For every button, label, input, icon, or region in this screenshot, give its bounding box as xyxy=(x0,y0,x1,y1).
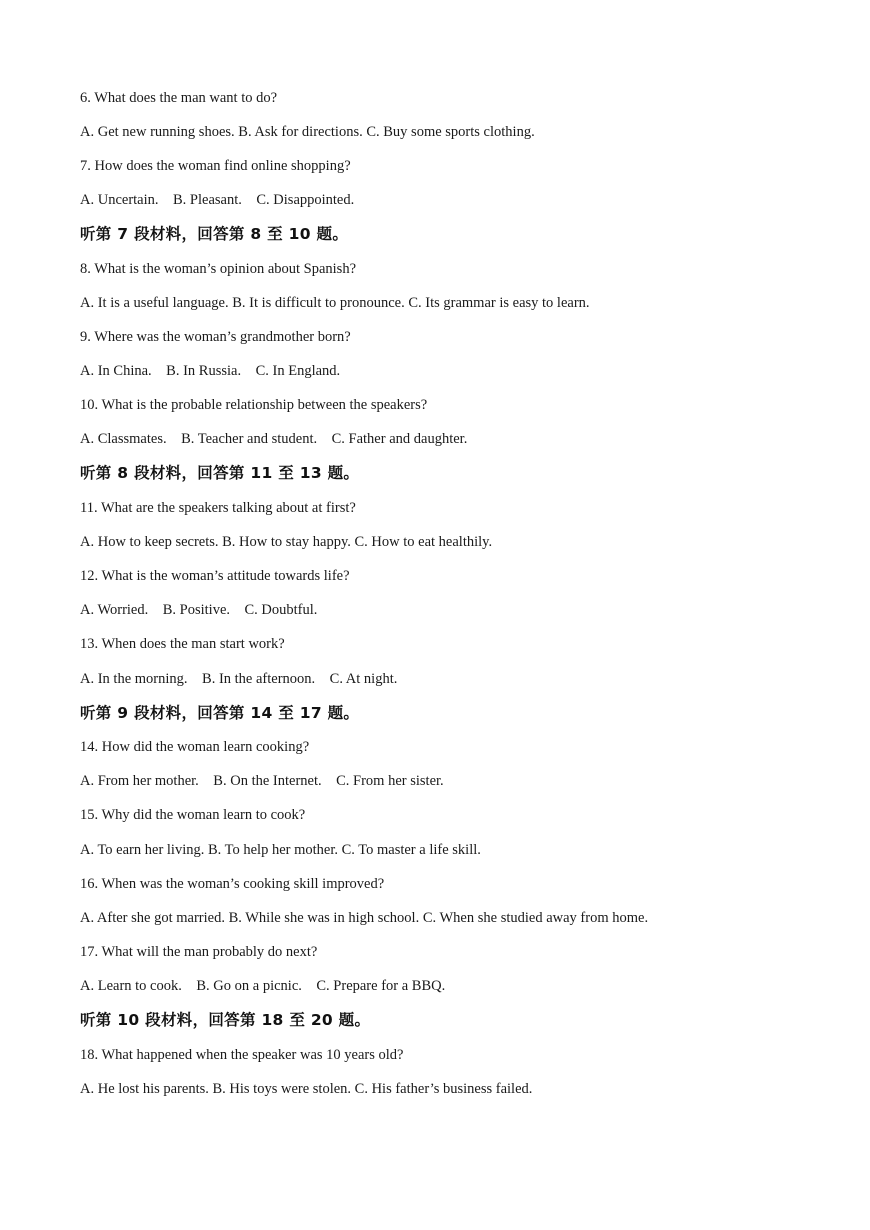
question-13: 13. When does the man start work? xyxy=(80,636,285,652)
options-6: A. Get new running shoes. B. Ask for directions. C. Buy some sports clothing. xyxy=(80,124,535,140)
question-8: 8. What is the woman’s opinion about Spanish? xyxy=(80,261,357,277)
question-6: 6. What does the man want to do? xyxy=(80,90,278,106)
options-14: A. From her mother. B. On the Internet. C. From her sister. xyxy=(80,773,444,789)
question-9: 9. Where was the woman’s grandmother born? xyxy=(80,329,351,345)
section-heading-10: 听第 10 段材料，回答第 18 至 20 题。 xyxy=(80,1011,371,1029)
options-7: A. Uncertain. B. Pleasant. C. Disappointed. xyxy=(80,192,355,208)
options-18: A. He lost his parents. B. His toys were stolen. C. His father’s business failed. xyxy=(80,1081,533,1097)
options-9: A. In China. B. In Russia. C. In England. xyxy=(80,363,341,379)
question-12: 12. What is the woman’s attitude towards life? xyxy=(80,568,350,584)
section-heading-7: 听第 7 段材料，回答第 8 至 10 题。 xyxy=(80,225,349,243)
question-11: 11. What are the speakers talking about at first? xyxy=(80,500,356,516)
question-15: 15. Why did the woman learn to cook? xyxy=(80,807,306,823)
question-14: 14. How did the woman learn cooking? xyxy=(80,739,310,755)
question-7: 7. How does the woman find online shopping? xyxy=(80,158,351,174)
options-10: A. Classmates. B. Teacher and student. C. Father and daughter. xyxy=(80,431,468,447)
options-12: A. Worried. B. Positive. C. Doubtful. xyxy=(80,602,318,618)
options-8: A. It is a useful language. B. It is difficult to pronounce. C. Its grammar is easy to learn. xyxy=(80,295,590,311)
options-16: A. After she got married. B. While she was in high school. C. When she studied away from home. xyxy=(80,910,649,926)
section-heading-8: 听第 8 段材料，回答第 11 至 13 题。 xyxy=(80,464,360,482)
options-15: A. To earn her living. B. To help her mother. C. To master a life skill. xyxy=(80,842,481,858)
question-10: 10. What is the probable relationship between the speakers? xyxy=(80,397,428,413)
options-17: A. Learn to cook. B. Go on a picnic. C. Prepare for a BBQ. xyxy=(80,978,446,994)
question-18: 18. What happened when the speaker was 10 years old? xyxy=(80,1047,404,1063)
question-17: 17. What will the man probably do next? xyxy=(80,944,318,960)
options-13: A. In the morning. B. In the afternoon. C. At night. xyxy=(80,671,398,687)
question-16: 16. When was the woman’s cooking skill improved? xyxy=(80,876,385,892)
options-11: A. How to keep secrets. B. How to stay happy. C. How to eat healthily. xyxy=(80,534,493,550)
section-heading-9: 听第 9 段材料，回答第 14 至 17 题。 xyxy=(80,704,360,722)
